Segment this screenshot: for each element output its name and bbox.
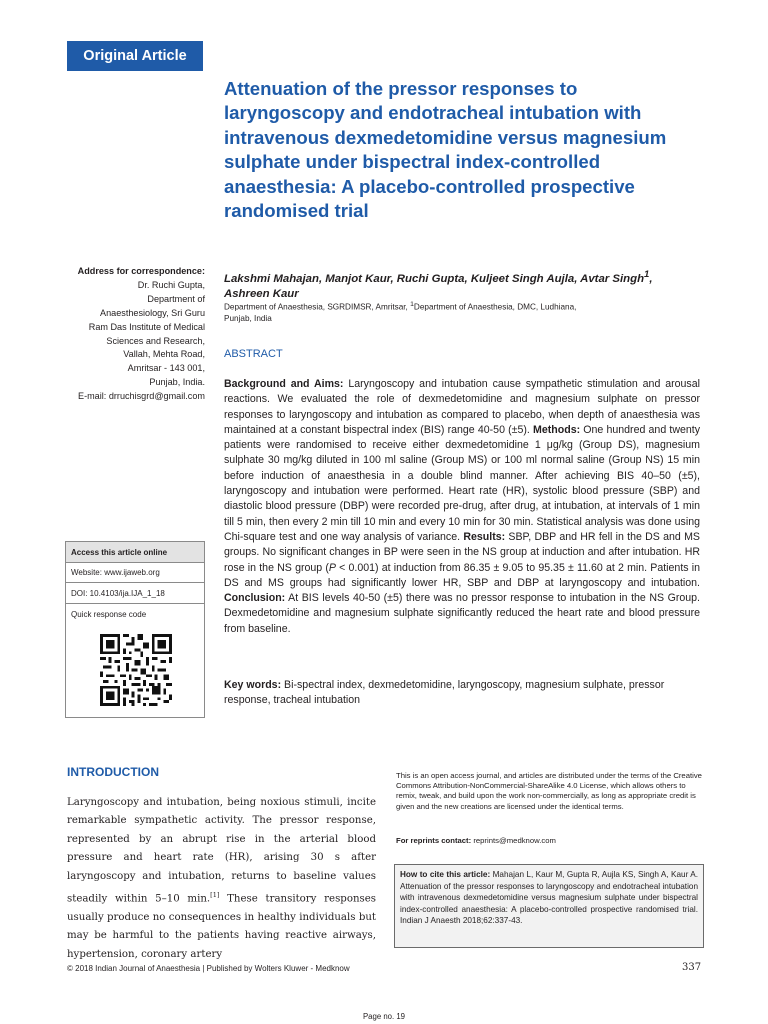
address-line: Sciences and Research, [106,335,205,346]
title-line: Attenuation of the pressor responses to [224,78,578,99]
page-number: 337 [682,962,702,973]
title-line: sulphate under bispectral index-controlled [224,151,601,173]
keywords [224,678,700,709]
author-list [224,267,694,302]
introduction-body [67,794,376,964]
author-names: Ashreen Kaur [224,287,299,300]
affiliation-marker: 1 [410,301,414,308]
access-header: Access this article online [66,542,204,563]
citation-box [394,864,704,948]
qr-label: Quick response code [71,609,147,619]
address-line: Department of [147,293,205,304]
results-text: < 0.001) at induction from 86.35 ± 9.05 to 95.35 ± 11.60 at 2 min. Patients in DS and MS groups had significantly lower HR, SBP and DBP at laryngoscopy and intubation. [224,561,700,589]
title-line: intravenous dexmedetomidine versus magnesium [224,126,667,148]
reference-marker[interactable]: [1] [210,891,220,900]
qr-code-icon[interactable] [100,634,172,706]
citation-text: Mahajan L, Kaur M, Gupta R, Aujla KS, Singh A, Kaur A. Attenuation of the pressor responses to laryngoscopy and endotracheal intubation with intravenous dexmedetomidine versus magnesium sulphate under bispectral index-controlled anaesthesia: A placebo-controlled prospective randomised trial. Indian J Anaesth 2018;62:337-43. [400,870,699,925]
reprints-contact [396,836,556,845]
address-line: Anaesthesiology, Sri Guru [100,307,205,318]
affiliation-marker: 1 [644,269,650,280]
conclusion-label: Conclusion: [224,592,286,605]
address-line: Dr. Ruchi Gupta, [137,279,205,290]
affiliation-text: Punjab, India [224,314,272,324]
title-line: laryngoscopy and endotracheal intubation with [224,102,642,124]
address-line: Vallah, Mehta Road, [123,349,205,360]
abstract-heading: ABSTRACT [224,348,283,360]
article-type-badge: Original Article [67,41,203,71]
introduction-text: Laryngoscopy and intubation, being noxious stimuli, incite remarkable sympathetic activity. The pressor response, represented by an abrupt rise in the arterial blood pressure and heart rate (HR), arising 30 s after laryngoscopy and intubation, returns to baseline values steadily within 5–10 min. [67,797,376,905]
address-line: Punjab, India. [149,377,205,388]
keywords-label: Key words: [224,679,282,691]
correspondence-address [60,265,205,404]
methods-text: One hundred and twenty patients were randomised to receive either dexmedetomidine 1 μg/kg (Group DS), magnesium sulphate 30 mg/kg diluted in 100 ml saline (Group MS) or 100 ml normal saline (Group NS) 15 min before induction of anaesthesia in a double blind manner. After achieving BIS 40–50 (±5), laryngoscopy and intubation were performed. Heart rate (HR), systolic blood pressure (SBP) and diastolic blood pressure (DBP) were recorded pre-drug, after drug, at intubation, at intervals of 1 min till 5 min, then every 2 min till 10 min and every 10 min for 30 min. Statistical analysis was done using Chi-square test and one way analysis of variance. [224,423,700,543]
reprints-label: For reprints contact: [396,836,472,845]
doi-link[interactable]: DOI: 10.4103/ija.IJA_1_18 [66,583,204,604]
email-line[interactable]: E-mail: drruchisgrd@gmail.com [78,391,205,402]
title-line: anaesthesia: A placebo-controlled prospective [224,175,635,197]
affiliation-text: Department of Anaesthesia, DMC, Ludhiana, [413,302,577,312]
article-title [224,77,694,223]
title-line: randomised trial [224,200,369,222]
access-online-box [65,541,205,718]
website-link[interactable]: Website: www.ijaweb.org [66,563,204,583]
citation-label: How to cite this article: [400,870,491,879]
license-notice: This is an open access journal, and articles are distributed under the terms of the Creative Commons Attribution-NonCommercial-ShareAlike 4.0 License, which allows others to remix, tweak, and build upon the work non-commercially, as long as appropriate credit is given and the new creations are licensed under the identical terms. [396,771,702,811]
address-line: Amritsar - 143 001, [127,363,205,374]
introduction-text: These transitory responses usually produce no consequences in healthy individuals but may be harmful to the patients having reactive airways, hypertension, coronary artery [67,893,376,960]
background-label: Background and Aims: [224,378,344,390]
author-separator: , [649,272,653,285]
background-text: Laryngoscopy and intubation cause sympathetic stimulation and arousal reactions. We evaluated the role of dexmedetomidine and magnesium sulphate on pressor responses to laryngoscopy and intubation as compared to placebo, when depth of anaesthesia was maintained at a constant bispectral index (BIS) range 40-50 (±5). [224,378,700,436]
results-label: Results: [463,530,506,543]
p-value-symbol: P [328,561,336,574]
page-label: Page no. 19 [362,1012,406,1021]
reprints-email[interactable]: reprints@medknow.com [471,836,556,845]
author-names: Lakshmi Mahajan, Manjot Kaur, Ruchi Gupta, Kuljeet Singh Aujla, Avtar Singh [224,272,645,285]
conclusion-text: At BIS levels 40-50 (±5) there was no pressor response to intubation in the NS Group. Dexmedetomidine and magnesium sulphate significantly reduced the heart rate and blood pressure from baseline. [224,592,700,635]
correspondence-label: Address for correspondence: [77,266,205,276]
methods-label: Methods: [533,423,581,436]
affiliation-text: Department of Anaesthesia, SGRDIMSR, Amritsar, [224,302,411,312]
abstract-body [224,377,700,637]
address-line: Ram Das Institute of Medical [88,321,205,332]
journal-footer: © 2018 Indian Journal of Anaesthesia | Published by Wolters Kluwer - Medknow [67,964,350,973]
results-text: SBP, DBP and HR fell in the DS and MS groups. No significant changes in BP were seen in the NS group at induction and after intubation. HR rose in the NS group ( [224,530,700,574]
introduction-heading: INTRODUCTION [67,765,159,779]
keywords-text: Bi-spectral index, dexmedetomidine, laryngoscopy, magnesium sulphate, pressor response, tracheal intubation [224,679,665,707]
affiliations [224,299,694,325]
